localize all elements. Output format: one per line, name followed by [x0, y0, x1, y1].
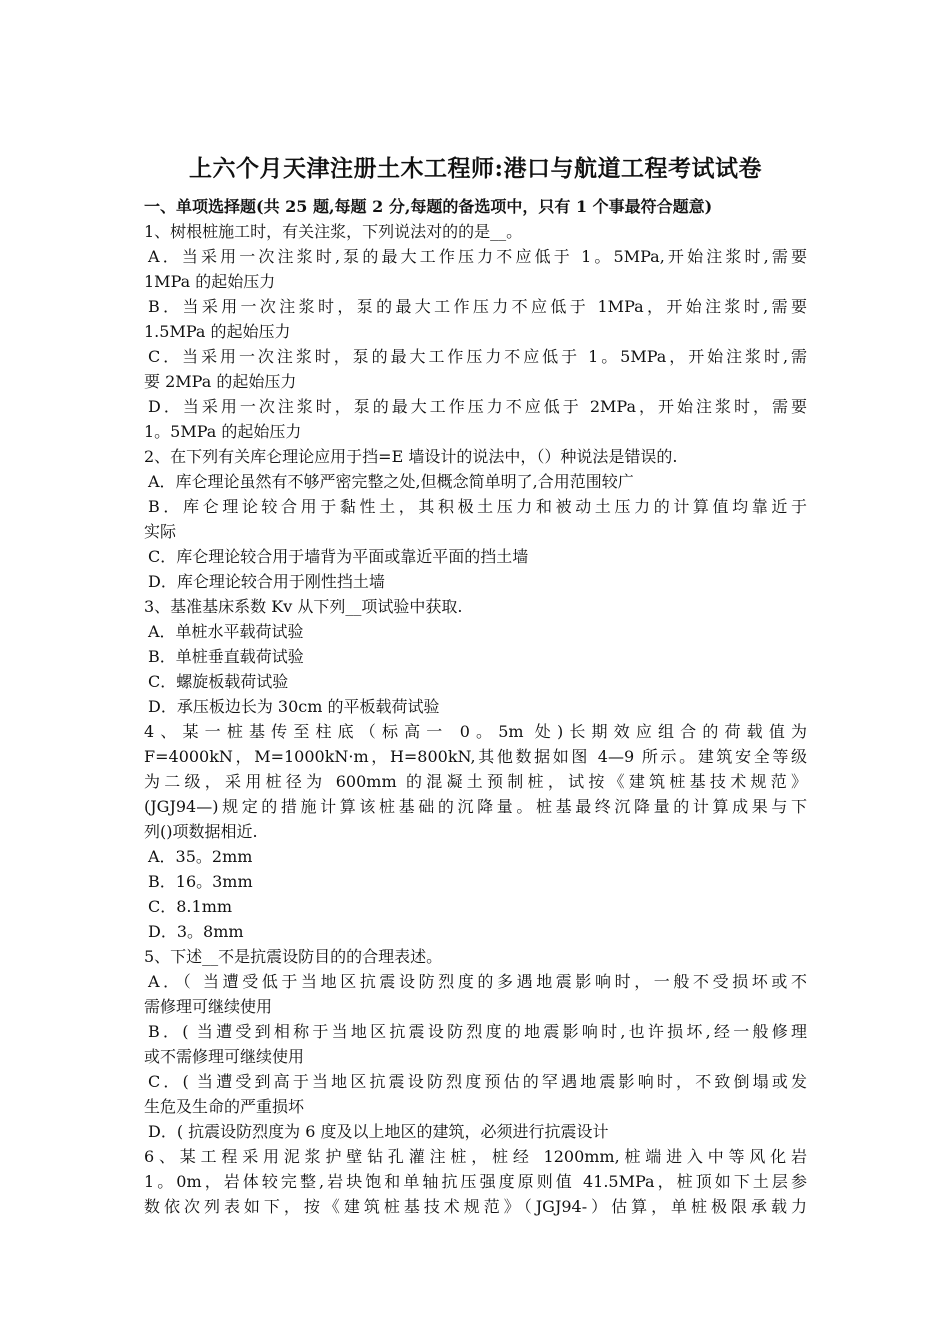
continuation-text: 列()项数据相近. — [144, 822, 258, 841]
question-text: 1、树根桩施工时，有关注浆，下列说法对的的是__。 — [144, 222, 523, 241]
question-text: 3、基准基床系数 Kv 从下列__项试验中获取. — [144, 597, 463, 616]
continuation-text: 1MPa 的起始压力 — [144, 272, 276, 291]
question-text: 2、在下列有关库仑理论应用于挡=E 墙设计的说法中，（）种说法是错误的. — [144, 447, 678, 466]
document-body — [144, 152, 807, 1219]
continuation-text: 1.5MPa 的起始压力 — [144, 322, 291, 341]
question-text: 4、某一桩基传至柱底（标高一 0。5m 处)长期效应组合的荷载值为 — [144, 722, 807, 741]
question-text: 5、下述__不是抗震设防目的的合理表述。 — [144, 947, 443, 966]
question-list — [144, 219, 807, 1219]
document-title: 上六个月天津注册土木工程师:港口与航道工程考试试卷 — [189, 155, 762, 182]
option-text: A．单桩水平载荷试验 — [148, 622, 304, 641]
option-text: C．螺旋板载荷试验 — [148, 672, 289, 691]
option-text: B．库仑理论较合用于黏性土，其积极土压力和被动土压力的计算值均靠近于 — [148, 497, 807, 516]
continuation-text: (JGJ94—)规定的措施计算该桩基础的沉降量。桩基最终沉降量的计算成果与下 — [144, 797, 807, 816]
continuation-text: 生危及生命的严重损坏 — [144, 1097, 305, 1116]
continuation-text: 数依次列表如下，按《建筑桩基技术规范》（JGJ94-）估算，单桩极限承载力 — [144, 1197, 807, 1216]
option-text: D．当采用一次注浆时，泵的最大工作压力不应低于 2MPa，开始注浆时，需要 — [148, 397, 807, 416]
option-text: D．( 抗震设防烈度为 6 度及以上地区的建筑，必须进行抗震设计 — [148, 1122, 609, 1141]
continuation-text: 需修理可继续使用 — [144, 997, 273, 1016]
option-text: D．承压板边长为 30cm 的平板载荷试验 — [148, 697, 440, 716]
option-text: C．8.1mm — [148, 897, 233, 916]
option-text: D．库仑理论较合用于刚性挡土墙 — [148, 572, 385, 591]
continuation-text: 1。0m，岩体较完整,岩块饱和单轴抗压强度原则值 41.5MPa，桩顶如下土层参 — [144, 1172, 807, 1191]
option-text: D．3。8mm — [148, 922, 244, 941]
continuation-text: 要 2MPa 的起始压力 — [144, 372, 297, 391]
option-text: A．（ 当遭受低于当地区抗震设防烈度的多遇地震影响时，一般不受损坏或不 — [148, 972, 807, 991]
continuation-text: 实际 — [144, 522, 177, 541]
continuation-text: 或不需修理可继续使用 — [144, 1047, 305, 1066]
option-text: C．库仑理论较合用于墙背为平面或靠近平面的挡土墙 — [148, 547, 529, 566]
option-text: C．( 当遭受到高于当地区抗震设防烈度预估的罕遇地震影响时，不致倒塌或发 — [148, 1072, 807, 1091]
question-text: 6、某工程采用泥浆护壁钻孔灌注桩，桩经 1200mm,桩端进入中等风化岩 — [144, 1147, 807, 1166]
continuation-text: 为二级，采用桩径为 600mm 的混凝土预制桩，试按《建筑桩基技术规范》 — [144, 772, 807, 791]
continuation-text: 1。5MPa 的起始压力 — [144, 422, 302, 441]
option-text: B．16。3mm — [148, 872, 253, 891]
option-text: A．库仑理论虽然有不够严密完整之处,但概念简单明了,合用范围较广 — [148, 472, 634, 491]
section-heading: 一、单项选择题(共 25 题,每题 2 分,每题的备选项中，只有 1 个事最符合题意) — [144, 197, 713, 216]
option-text: C．当采用一次注浆时，泵的最大工作压力不应低于 1。5MPa，开始注浆时,需 — [148, 347, 807, 366]
option-text: A．35。2mm — [148, 847, 253, 866]
option-text: B．当采用一次注浆时，泵的最大工作压力不应低于 1MPa，开始注浆时,需要 — [148, 297, 807, 316]
option-text: A．当采用一次注浆时,泵的最大工作压力不应低于 1。5MPa,开始注浆时,需要 — [148, 247, 807, 266]
option-text: B．( 当遭受到相称于当地区抗震设防烈度的地震影响时,也许损坏,经一般修理 — [148, 1022, 807, 1041]
continuation-text: F=4000kN，M=1000kN·m，H=800kN,其他数据如图 4—9 所示。建筑安全等级 — [144, 747, 807, 766]
option-text: B．单桩垂直载荷试验 — [148, 647, 304, 666]
